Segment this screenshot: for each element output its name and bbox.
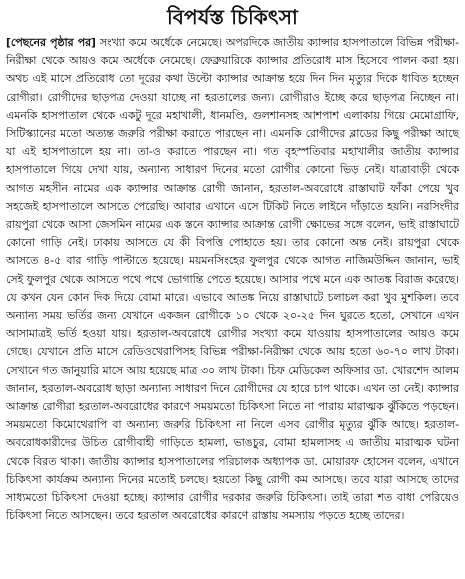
headline: বিপর্যস্ত চিকিৎসা (166, 5, 299, 29)
continued-label: [পেছনের পৃষ্ঠার পর] (6, 36, 96, 49)
article-text: সংখ্যা কমে অর্ধেকে নেমেছে। অপরদিকে জাতীয় ক্যান্সার হাসপাতালে বিভিন্ন পরীক্ষা-নিরীক্ষা থেকে আয়ও কমে অর্ধেকে নেমেছে। ফেব্রুয়ারিকে ক্যান্সার প্রতিরোধ মাস হিসেবে পালন করা হয়। অথচ এই মাসে প্রতিরোধ তো দূরের কথা উল্টো ক্যান্সার আক্রান্ত হয়ে দিন দিন মৃত্যুর দিকে ধাবিত হচ্ছেন রোগীরা। রোগীদের ছাড়পত্র দেওয়া যাচ্ছে না হরতালের জন্য। রোগীরাও ইচ্ছে করে ছাড়পত্র নিচ্ছেন না। এমনকি হাসপাতাল থেকে একটু দূরে মহাখালী, ধানমণ্ডি, গুলশানসহ আশপাশ এলাকায় গিয়ে মেমোগ্রাফি, সিটিস্ক্যানের মতো অত্যন্ত জরুরি পরীক্ষা করাতে পারছেন না। এমনকি রোগীদের ব্লাডের কিছু পরীক্ষা আছে যা এই হাসপাতালে হয় না। তা-ও করাতে পারছেন না। গত বৃহস্পতিবার মহাখালীর জাতীয় ক্যান্সার হাসপাতালে গিয়ে দেখা যায়, অন্যান্য সাধারণ দিনের মতো রোগীর কোনো ভিড় নেই। যাত্রাবাড়ী থেকে আগত মহসীন নামের এক ক্যান্সার আক্রান্ত রোগী জানান, হরতাল-অবরোধে রাস্তাঘাট ফাঁকা পেয়ে খুব সহজেই হাসপাতালে আসতে পেরেছি। আবার এখানে এসে টিকিট নিতে লাইনে দাঁড়াতে হয়নি। নরসিংদীর রায়পুরা থেকে আসা জেসমিন নামের এক স্তনে ক্যান্সার আক্রান্ত রোগী ক্ষোভের সঙ্গে বলেন, ভাই রাস্তাঘাটে কোনো গাড়ি নেই। ঢাকায় আসতে যে কী বিপত্তি পোহাতে হয়। তার কোনো অন্ত নেই। রায়পুরা থেকে আসতে ৪-৫ বার গাড়ি পাল্টাতে হয়েছে। ময়মনসিংহের ফুলপুর থেকে আগত নাজিমউদ্দিন জানান, ভাই সেই ফুলপুর থেকে আসতে পথে পথে ভোগান্তি পেতে হয়েছে। আসার পথে মনে এক আতঙ্ক বিরাজ করেছে। যে কখন যেন কোন দিক দিয়ে বোমা মারে। এভাবে আতঙ্ক নিয়ে রাস্তাঘাটে চলাচল করা খুব মুশকিল। তবে অন্যান্য সময় ভর্তির জন্য যেখানে একজন রোগীকে ১০ থেকে ২০-২৫ দিন ঘুরতে হতো, সেখানে এখন আসামাত্রই ভর্তি হওয়া যায়। হরতাল-অবরোধে রোগীর সংখ্যা কমে যাওয়ায় হাসপাতালের আয়ও কমে গেছে। যেখানে প্রতি মাসে রেডিওথেরাপিসহ বিভিন্ন পরীক্ষা-নিরীক্ষা থেকে আয় হতো ৬০-৭০ লাখ টাকা। সেখানে গত জানুয়ারি মাসে আয় হয়েছে মাত্র ৩০ লাখ টাকা। চিফ মেডিকেল অফিসার ডা. খোরশেদ আলম জানান, হরতাল-অবরোধ ছাড়া অন্যান্য সাধারণ দিনে রোগীদের যে হারে চাপ থাকে। এখন তা নেই। ক্যান্সার আক্রান্ত রোগীরা হরতাল-অবরোধের কারণে সময়মতো চিকিৎসা নিতে না পারায় মারাত্মক ঝুঁকিতে পড়ছেন। সময়মতো কিমোথেরাপি বা অন্যান্য জরুরি চিকিৎসা না নিলে এসব রোগীর মৃত্যুর ঝুঁকি আছে। হরতাল-অবরোধকারীদের উচিত রোগীবাহী গাড়িতে হামলা, ভাঙচুর, বোমা হামলাসহ এ জাতীয় মারাত্মক ঘটনা থেকে বিরত থাকা। জাতীয় ক্যান্সার হাসপাতালের পরিচালক অধ্যাপক ডা. মোয়ারফ হোসেন বলেন, এখানে চিকিৎসা কার্যক্রম অন্যান্য দিনের মতোই চলছে। হয়তো কিছু রোগী কম আসছে। তবে যারা আসছে তাদের সাধ্যমতো চিকিৎসা দেওয়া হচ্ছে। ক্যান্সার রোগীর দরকার জরুরি চিকিৎসা। তাই তারা শত বাধা পেরিয়েও চিকিৎসা নিতে আসছেন। তবে হরতাল অবরোধের কারণে রাস্তায় সমস্যায় পড়তে হচ্ছে তাদের। (6, 36, 459, 523)
article-body (6, 34, 459, 525)
